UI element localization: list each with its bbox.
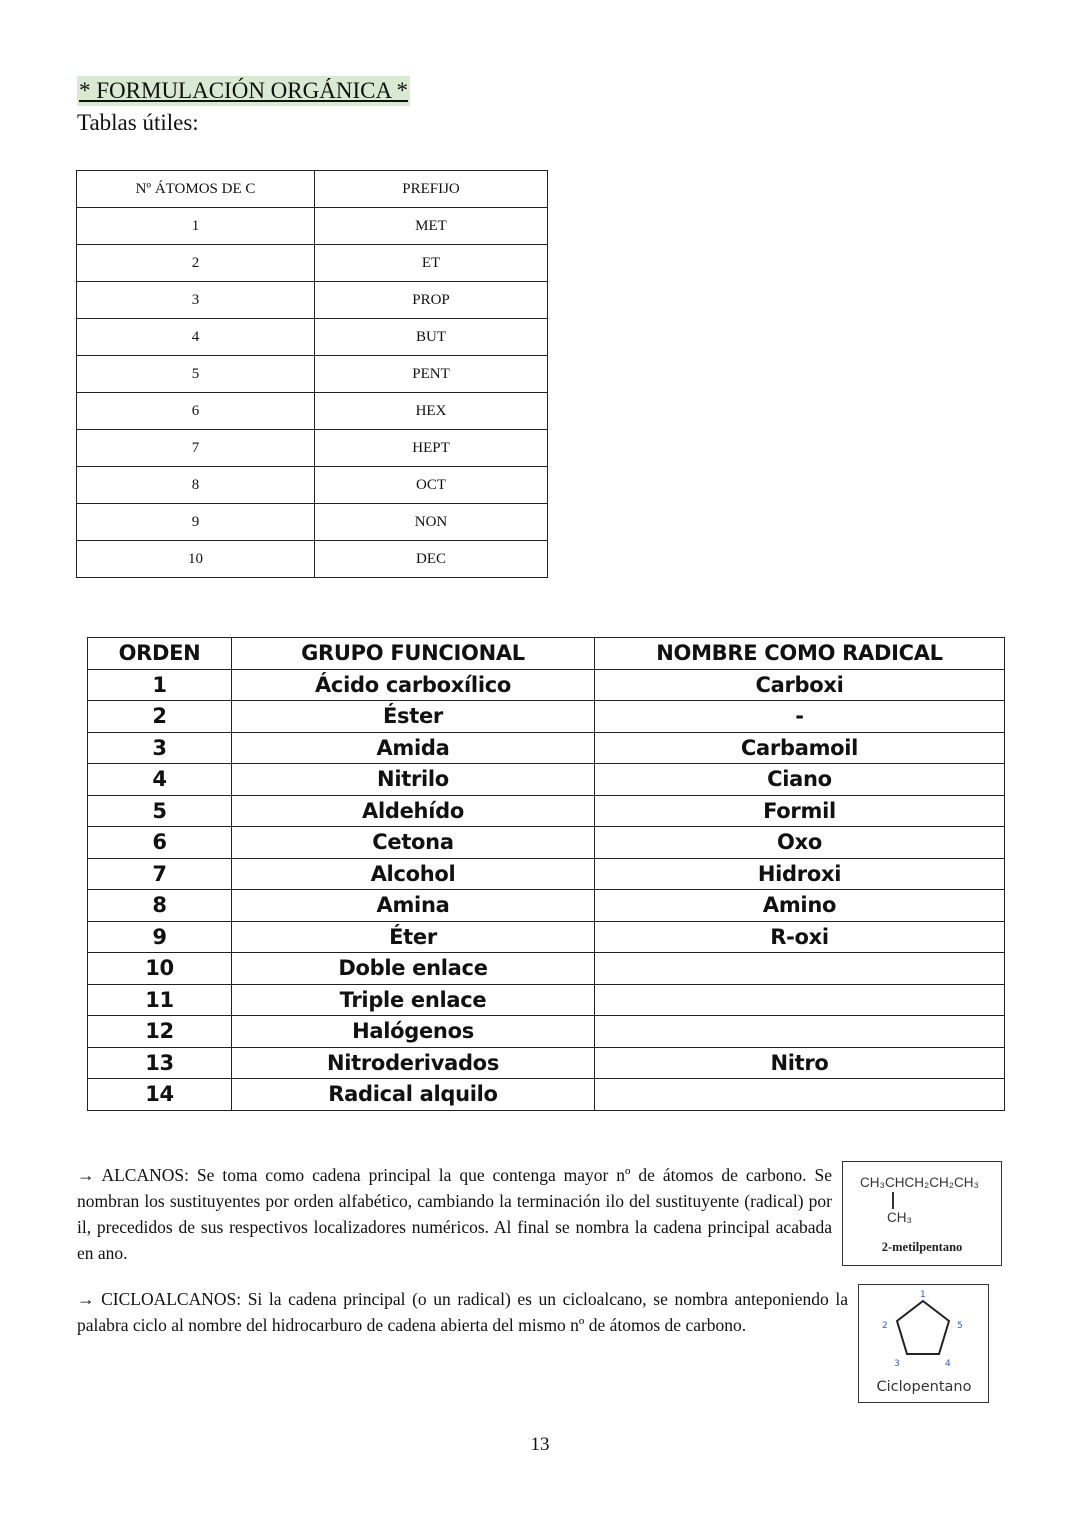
table-cell: 1 — [77, 208, 315, 245]
table-cell: Alcohol — [232, 858, 595, 890]
table-cell: PREFIJO — [315, 171, 548, 208]
table-row — [88, 953, 1005, 985]
table-cell: DEC — [315, 541, 548, 578]
metilpentano-figure — [842, 1161, 1002, 1266]
table-row — [77, 245, 548, 282]
table-row — [88, 921, 1005, 953]
table-row — [88, 764, 1005, 796]
alcanos-paragraph: → ALCANOS: Se toma como cadena principal la que contenga mayor nº de átomos de carbono. Se nombran los sustituyentes por orden alfabético, cambiando la terminación ilo del sustituyente (radical) por il, precedidos de sus respectivos localizadores numéricos. Al final se nombra la cadena principal acabada en ano. — [77, 1165, 832, 1263]
table-cell: NOMBRE COMO RADICAL — [595, 638, 1005, 670]
table-header-row — [88, 638, 1005, 670]
table-cell: 3 — [88, 732, 232, 764]
table-cell: 2 — [77, 245, 315, 282]
table-cell: 11 — [88, 984, 232, 1016]
table-row — [88, 1016, 1005, 1048]
ring-label-3: 3 — [894, 1359, 900, 1369]
table-cell: 14 — [88, 1079, 232, 1111]
table-cell: HEX — [315, 393, 548, 430]
table-cell: Éster — [232, 701, 595, 733]
ciclopentano-structure — [859, 1285, 988, 1402]
table-row — [77, 393, 548, 430]
table-cell: 6 — [77, 393, 315, 430]
table-cell: 9 — [77, 504, 315, 541]
table-row — [77, 467, 548, 504]
ring-label-4: 4 — [945, 1359, 951, 1369]
table-row — [88, 732, 1005, 764]
table-cell: Nitro — [595, 1047, 1005, 1079]
table-cell: Amino — [595, 890, 1005, 922]
table-cell: ORDEN — [88, 638, 232, 670]
page-number: 13 — [530, 1434, 550, 1455]
table-row — [88, 827, 1005, 859]
table-row — [77, 504, 548, 541]
table-cell: 7 — [77, 430, 315, 467]
metilpentano-caption: 2-metilpentano — [881, 1240, 963, 1254]
ring-label-2: 2 — [882, 1321, 888, 1331]
table-cell: - — [595, 701, 1005, 733]
metilpentano-formula: CH₃CHCH₂CH₂CH₃ — [860, 1175, 979, 1190]
table-cell: ET — [315, 245, 548, 282]
table-cell: 10 — [88, 953, 232, 985]
table-cell — [595, 953, 1005, 985]
table-cell — [595, 1016, 1005, 1048]
table-cell: 12 — [88, 1016, 232, 1048]
table-cell: Nitrilo — [232, 764, 595, 796]
table-cell: Ácido carboxílico — [232, 669, 595, 701]
table-cell: Ciano — [595, 764, 1005, 796]
table-row — [77, 356, 548, 393]
ciclopentano-figure — [858, 1284, 989, 1403]
table-cell: BUT — [315, 319, 548, 356]
metilpentano-structure — [843, 1162, 1001, 1265]
table-cell: 2 — [88, 701, 232, 733]
table-cell: 3 — [77, 282, 315, 319]
table-row — [88, 669, 1005, 701]
table-cell: Doble enlace — [232, 953, 595, 985]
table-row — [77, 319, 548, 356]
table-row — [77, 541, 548, 578]
table-cell: Triple enlace — [232, 984, 595, 1016]
section-subtitle: Tablas útiles: — [77, 110, 199, 135]
ring-label-5: 5 — [957, 1321, 963, 1331]
table-cell: Carboxi — [595, 669, 1005, 701]
table-cell: Hidroxi — [595, 858, 1005, 890]
table-row — [88, 795, 1005, 827]
metilpentano-branch: CH₃ — [887, 1210, 912, 1225]
pentagon-ring — [897, 1301, 949, 1354]
table-cell: GRUPO FUNCIONAL — [232, 638, 595, 670]
table-cell: Nº ÁTOMOS DE C — [77, 171, 315, 208]
table-row — [88, 984, 1005, 1016]
table-header-row — [77, 171, 548, 208]
table-cell: Formil — [595, 795, 1005, 827]
table-cell: 1 — [88, 669, 232, 701]
table-cell: R-oxi — [595, 921, 1005, 953]
table-row — [77, 208, 548, 245]
table-cell: Cetona — [232, 827, 595, 859]
table-cell: 8 — [77, 467, 315, 504]
table-cell: PROP — [315, 282, 548, 319]
table-cell: 7 — [88, 858, 232, 890]
table-row — [77, 282, 548, 319]
table-cell: 6 — [88, 827, 232, 859]
ring-label-1: 1 — [920, 1290, 926, 1300]
table-cell: PENT — [315, 356, 548, 393]
table-row — [77, 430, 548, 467]
table-cell: 4 — [88, 764, 232, 796]
table-cell: 4 — [77, 319, 315, 356]
table-cell: 8 — [88, 890, 232, 922]
table-cell: 13 — [88, 1047, 232, 1079]
table-cell: 10 — [77, 541, 315, 578]
table-cell — [595, 984, 1005, 1016]
table-row — [88, 1079, 1005, 1111]
table-row — [88, 890, 1005, 922]
cicloalcanos-paragraph: → CICLOALCANOS: Si la cadena principal (o un radical) es un cicloalcano, se nombra anteponiendo la palabra ciclo al nombre del hidrocarburo de cadena abierta del mismo nº de átomos de carbono. — [77, 1289, 848, 1335]
table-row — [88, 701, 1005, 733]
table-cell: Halógenos — [232, 1016, 595, 1048]
table-cell: HEPT — [315, 430, 548, 467]
table-cell: Éter — [232, 921, 595, 953]
table-cell — [595, 1079, 1005, 1111]
table-row — [88, 1047, 1005, 1079]
table-cell: MET — [315, 208, 548, 245]
table-cell: Oxo — [595, 827, 1005, 859]
table-cell: Amida — [232, 732, 595, 764]
table-cell: Carbamoil — [595, 732, 1005, 764]
table-cell: 9 — [88, 921, 232, 953]
table-cell: Nitroderivados — [232, 1047, 595, 1079]
table-cell: OCT — [315, 467, 548, 504]
table-cell: Radical alquilo — [232, 1079, 595, 1111]
table-cell: Aldehído — [232, 795, 595, 827]
page-title: * FORMULACIÓN ORGÁNICA * — [77, 76, 410, 106]
prefix-table — [76, 170, 548, 578]
table-row — [88, 858, 1005, 890]
table-cell: Amina — [232, 890, 595, 922]
table-cell: 5 — [88, 795, 232, 827]
functional-group-table — [87, 637, 1005, 1111]
table-cell: 5 — [77, 356, 315, 393]
table-cell: NON — [315, 504, 548, 541]
ciclopentano-caption: Ciclopentano — [876, 1379, 972, 1395]
